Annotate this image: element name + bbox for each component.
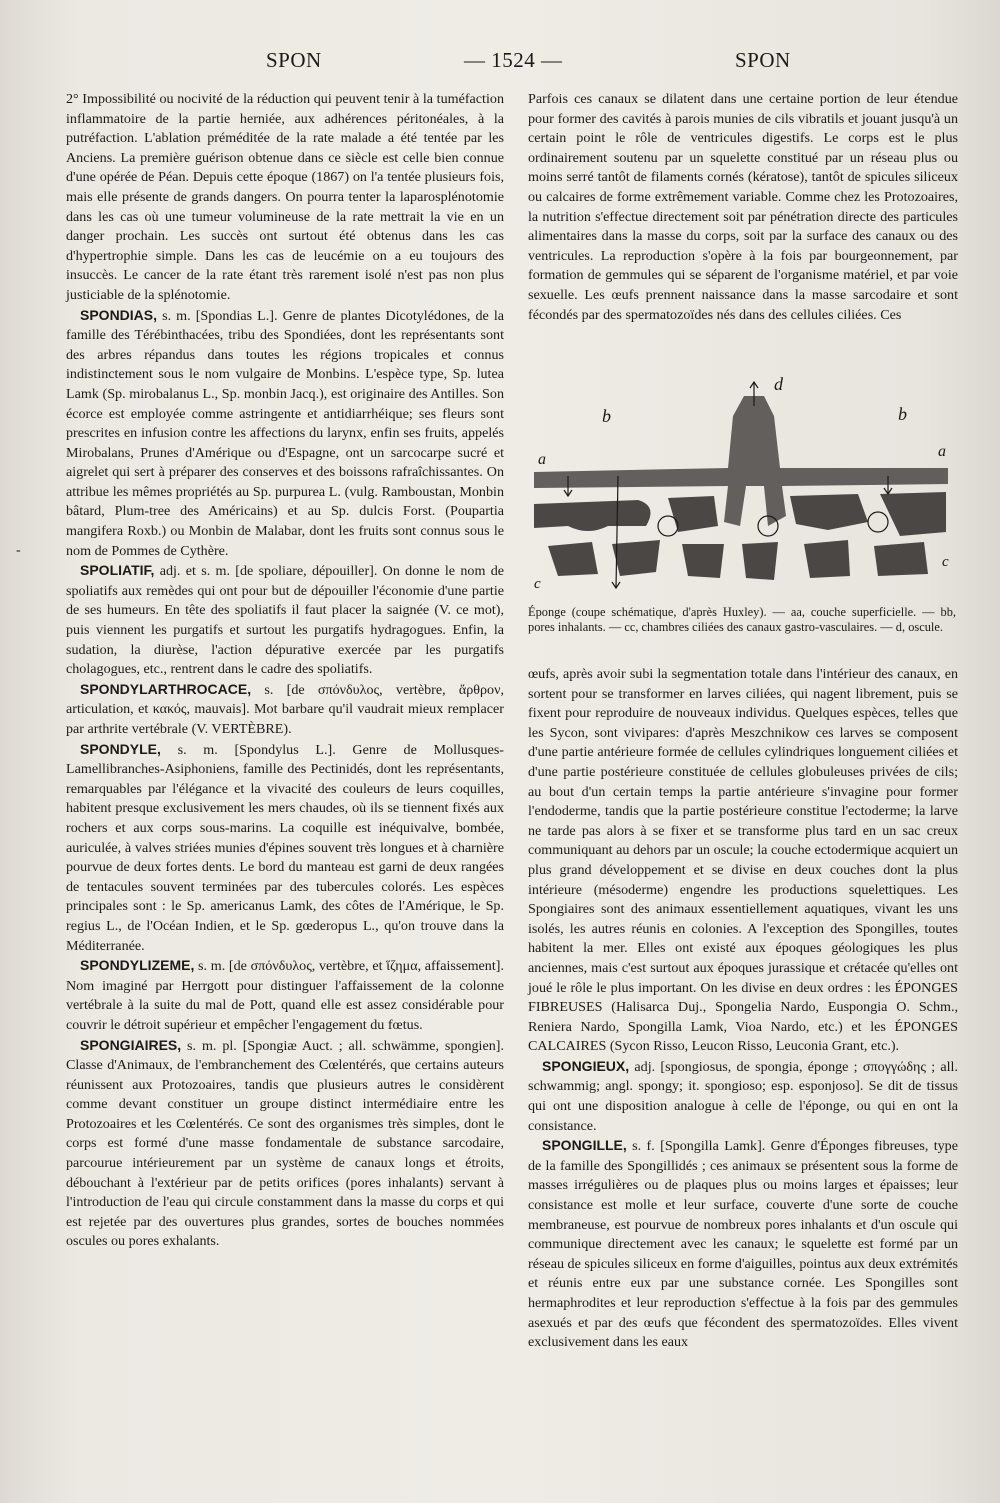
label-c-left: c bbox=[534, 576, 541, 592]
label-a-left: a bbox=[538, 451, 546, 468]
entry-spondylizeme: SPONDYLIZEME, s. m. [de σπόνδυλος, vertèbre, et ἵζημα, affaissement]. Nom imaginé par Herrgott pour distinguer l'affaissement de la colonne vertébrale à la suite du mal de Pott, quand elle est assez considérable pour couvrir le détroit supérieur et empêcher l'engagement du fœtus. bbox=[66, 957, 504, 1033]
entry-spongieux: SPONGIEUX, adj. [spongiosus, de spongia, éponge ; σπογγώδης ; all. schwammig; angl. spongy; it. spongioso; esp. esponjoso]. Se dit de tissus qui ont une disposition analogue à celle de l'éponge, ou qui en ont la consistance. bbox=[528, 1057, 958, 1134]
label-b-left: b bbox=[602, 406, 611, 426]
margin-mark: - bbox=[16, 543, 21, 558]
label-d: d bbox=[774, 376, 783, 394]
running-head-right: SPON bbox=[735, 48, 791, 72]
page-number: — 1524 — bbox=[464, 48, 563, 72]
sponge-section bbox=[534, 396, 948, 580]
entry-spongiaires: SPONGIAIRES, s. m. pl. [Spongiæ Auct. ; all. schwämme, spongien]. Classe d'Animaux, de l'embranchement des Cœlentérés, que certains auteurs réunissent aux Protozoaires, tandis que plusieurs autres le considèrent comme devant constituer un groupe distinct intermédiaire entre les Protozoaires et les Cœlentérés. Ce sont des organismes très simples, dont le corps est formé d'une masse fondamentale de substance sarcodaire, parcourue intérieurement par un système de canaux longs et étroits, débouchant à l'extérieur par de petits orifices (pores inhalants) servant à l'introduction de l'eau qui circule constamment dans la masse du corps et qui est rejetée par des ouvertures plus grandes, sortes de bouches nommées oscules ou pores exhalants. bbox=[66, 1036, 504, 1250]
spongiaires-end: œufs, après avoir subi la segmentation totale dans l'intérieur des canaux, en sortent pour se transformer en larves ciliées, qui nagent librement, puis se fixent pour reproduire de nouveaux individus. Quelques espèces, telles que les Sycon, sont vivipares: d'après Meszchnikow ces larves se composent d'une partie antérieure formée de cellules cylindriques longuement ciliées et d'une partie postérieure constituée de cellules globuleuses privées de cils; au bout d'un certain temps la partie antérieure s'invagine pour former l'endoderme, tandis que la partie postérieure constitue l'ectoderme; la larve ne tarde pas alors à se fixer et se transforme plus tard en un sac creux communiquant au dehors par un oscule; la couche ectodermique acquiert un plus grand développement et se divise en deux couches dont la plus intérieure (mésoderme) engendre les productions squelettiques. Les Spongiaires sont des animaux essentiellement aquatiques, vivant les uns isolés, les autres réunis en colonies. A l'exception des Spongilles, toutes habitent la mer. Elles ont existé aux époques géologiques les plus anciennes, mais c'est surtout aux époques jurassique et crétacée qu'elles ont joué le rôle le plus important. On les divise en deux ordres : les ÉPONGES FIBREUSES (Halisarca Duj., Spongelia Nardo, Euspongia O. Schm., Reniera Nardo, Spongilla Lamk, Vioa Nardo, etc.) et les ÉPONGES CALCAIRES (Sycon Risso, Leucon Risso, Leuconia Grant, etc.). bbox=[528, 666, 958, 1055]
entry-spongille: SPONGILLE, s. f. [Spongilla Lamk]. Genre d'Éponges fibreuses, type de la famille des Spongillidés ; ces animaux se présentent sous la forme de masses irrégulières ou de plaques plus ou moins larges et épaisses; leur consistance est molle et leur surface, couverte d'une sorte de couche membraneuse, est pourvue de nombreux pores inhalants et d'un oscule qui communique directement avec les canaux; le squelette est formé par un réseau de spicules siliceux en forme d'aiguilles, pointus aux deux extrémités et réunis entre eux par une substance cornée. Les Spongilles sont hermaphrodites et leur reproduction s'effectue à la fois par des gemmules asexués et par des œufs que fécondent des spermatozoïdes. Elles vivent exclusivement dans les eaux bbox=[528, 1137, 958, 1351]
entry-paragraph: 2° Impossibilité ou nocivité de la réduction qui peuvent tenir à la tuméfaction inflammatoire de la partie herniée, aux adhérences péritonéales, à la putréfaction. L'ablation préméditée de la rate malade a été tentée par les Anciens. La première guérison obtenue dans ce siècle est celle bien connue d'une opérée de Péan. Depuis cette époque (1867) on l'a tentée plusieurs fois, mais elle présente de grands dangers. On pourra tenter la laparosplénotomie dans les cas où une tumeur volumineuse de la rate mettrait la vie en un danger prochain. Les succès ont surtout été obtenus dans les cas d'hypertrophie simple. Dans les cas de leucémie on a eu toujours des insuccès. Le cancer de la rate étant très rarement isolé n'est pas non plus justiciable de la splénotomie. bbox=[66, 91, 504, 303]
running-head-left: SPON bbox=[266, 48, 322, 72]
figure-caption: Éponge (coupe schématique, d'après Huxley). — aa, couche superficielle. — bb, pores inhalants. — cc, chambres ciliées des canaux gastro-vasculaires. — d, oscule. bbox=[528, 605, 956, 634]
label-a-right: a bbox=[938, 443, 946, 460]
entry-spondyle: SPONDYLE, s. m. [Spondylus L.]. Genre de Mollusques-Lamellibranches-Asiphoniens, famille des Pectinidés, dont les représentants, remarquables par l'élégance et la vivacité des couleurs de leurs coquilles, habitent presque exclusivement les mers chaudes, où ils se tiennent fixés aux rochers et aux corps sous-marins. La coquille est inéquivalve, bombée, auriculée, à valves striées munies d'épines souvent très longues et à charnière pourvue de deux fortes dents. Le bord du manteau est garni de deux rangées de tentacules souvent terminées par des tubercules colorés. Les espèces principales sont : le Sp. americanus Lamk, des côtes de l'Amérique, le Sp. regius L., de l'Océan Indien, et le Sp. gœderopus L., qu'on trouve dans la Méditerranée. bbox=[66, 740, 504, 954]
label-b-right: b bbox=[898, 404, 907, 424]
entry-spoliatif: SPOLIATIF, adj. et s. m. [de spoliare, dépouiller]. On donne le nom de spoliatifs aux remèdes qui ont pour but de dépouiller l'économie d'une partie de ses humeurs. En tête des spoliatifs il faut placer la saignée (V. ce mot), puis viennent les purgatifs et surtout les purgatifs hydragogues. Enfin, la sudation, la diurèse, l'action dépurative exercée par les purgatifs cholagogues, etc., rentrent dans le cadre des spoliatifs. bbox=[66, 562, 504, 678]
left-column bbox=[66, 90, 504, 1252]
right-column-bottom bbox=[528, 665, 958, 1353]
spongiaires-continuation: Parfois ces canaux se dilatent dans une certaine portion de leur étendue pour former des cavités à parois munies de cils vibratils et jouant jusqu'à un certain point le rôle de ventricules digestifs. Le corps est le plus ordinairement soutenu par un squelette constitué par un réseau plus ou moins serré tantôt de filaments cornés (kératose), tantôt de spicules siliceux ou calcaires de forme extrêmement variable. Comme chez les Protozoaires, la nutrition s'effectue directement soit par pénétration directe des particules alimentaires dans la masse du corps, soit par la surface des canaux ou des ventricules. La reproduction s'opère à la fois par bourgeonnement, par formation de gemmules qui se séparent de l'organisme matériel, et par voie sexuelle. Les œufs prennent naissance dans la masse sarcodaire et sont fécondés par des spermatozoïdes nés dans des cellules ciliées. Ces bbox=[528, 91, 958, 323]
right-column-top bbox=[528, 90, 958, 325]
sponge-figure bbox=[528, 376, 956, 602]
entry-spondylarthrocace: SPONDYLARTHROCACE, s. [de σπόνδυλος, vertèbre, ἄρθρον, articulation, et κακός, mauvais]. Mot barbare qu'il vaudrait mieux remplacer par arthrite vertébrale (V. VERTÈBRE). bbox=[66, 680, 504, 737]
entry-spondias: SPONDIAS, s. m. [Spondias L.]. Genre de plantes Dicotylédones, de la famille des Térébinthacées, tribu des Spondiées, dont les représentants sont des arbres répandus dans toutes les régions tropicales et connus indistinctement sous le nom vulgaire de Monbins. L'espèce type, Sp. lutea Lamk (Sp. mirobalanus L., Sp. monbin Jacq.), est originaire des Antilles. Son écorce est employée comme astringente et antidiarrhéique; ses fleurs sont prescrites en infusion contre les affections du larynx, enfin ses fruits, appelés Mirobalans, Prunes d'Amérique ou d'Espagne, ont un sarcocarpe sucré et aigrelet qui sert à préparer des conserves et des boissons rafraîchissantes. On attribue les mêmes propriétés au Sp. purpurea L. (vulg. Ramboustan, Monbin bâtard, Plum-tree des Américains) et au Sp. dulcis Forst. (Poupartia mangifera Roxb.) ou Monbin de Malabar, dont les fruits sont connus sous le nom de Pommes de Cythère. bbox=[66, 306, 504, 559]
label-c-right: c bbox=[942, 554, 949, 570]
